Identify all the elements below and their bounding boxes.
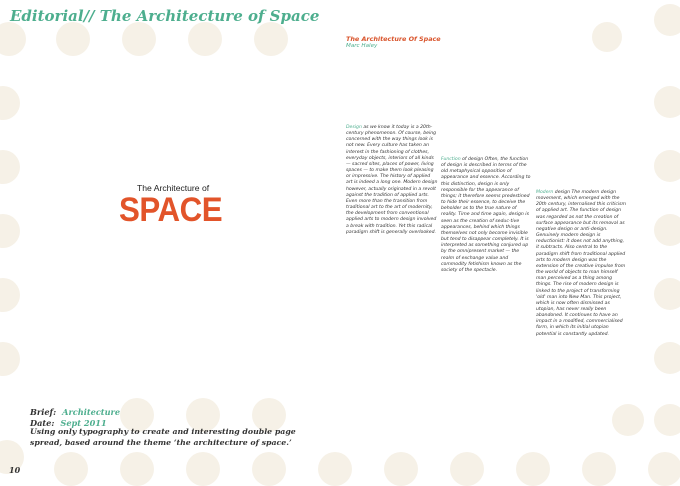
article-column-function — [441, 157, 533, 274]
column-lead-word: Modern — [536, 190, 554, 195]
page-number: 10 — [9, 465, 21, 475]
article-column-modern — [536, 190, 628, 338]
hero-space-wordmark: SPACE — [119, 191, 223, 229]
project-description: Using only typography to create and interesting double page spread, based around the theme ‘the architecture of space.’ — [30, 427, 296, 447]
article-column-design — [346, 125, 438, 236]
brief-value: Architecture — [62, 407, 121, 417]
spread-article-title: The Architecture Of Space — [346, 35, 441, 43]
spread-article-author: Marc Haley — [346, 43, 378, 49]
date-label: Date: — [30, 418, 55, 428]
column-body-text: of design Often, the function of design is described in terms of the old metaphysical opposition of appearance and essence. According to this distinction, design is only responsible for the appearance of things; it therefore seems predestined to hide their essence, to deceive the beholder as to the true nature of reality. Time and time again, design is seen as the creation of seduc-tive appearances, behind which things themselves not only become invisible but tend to disappear completely. It is interpreted as something conjured up by the omnipresent market — the realm of exchange value and commodity fetishism known as the society of the spectacle. — [441, 157, 531, 273]
column-lead-word: Function — [441, 157, 461, 162]
column-body-text: design The modern design movement, which emerged with the 20th century, internalised this criticism of applied art. The function of design was regarded as not the creation of surface appearance but its removal as negative design or anti-design. Genuinely modern design is reductionist: it does not add anything, it subtracts. Also central to the paradigm shift from traditional applied arts to modern design was the extension of the creative impulse from the world of objects to man himself man perceived as a thing among things. The rise of modern design is linked to the project of transforming 'old' man into New Man. This project, which is now often dismissed as utopian, has never really been abandoned. It continues to have an impact in a modified, commercialised form, in which its initial utopian potential is constantly updated. — [536, 190, 627, 337]
column-body-text: as we know it today is a 20th-century phenomenon. Of course, being concerned with the way things look is not new. Every culture has taken an interest in the fashioning of clothes, everyday objects, interiors of all kinds — sacred sites, places of power, living spaces — to make them look pleasing or impressive. The history of applied art is indeed a long one. Modern design however, actually originated in a revolt against the tradition of applied arts. Even more than the transition from traditional art to the art of modernity, the development from conventional applied arts to modern design involved a break with tradition. Yet this radical paradigm shift is generally overlooked. — [346, 125, 438, 235]
hero-kicker-text: The Architecture of — [137, 183, 210, 193]
brief-label: Brief: — [30, 407, 57, 417]
column-lead-word: Design — [346, 125, 362, 130]
date-value: Sept 2011 — [60, 418, 107, 428]
page-header-title: Editorial// The Architecture of Space — [10, 7, 320, 25]
